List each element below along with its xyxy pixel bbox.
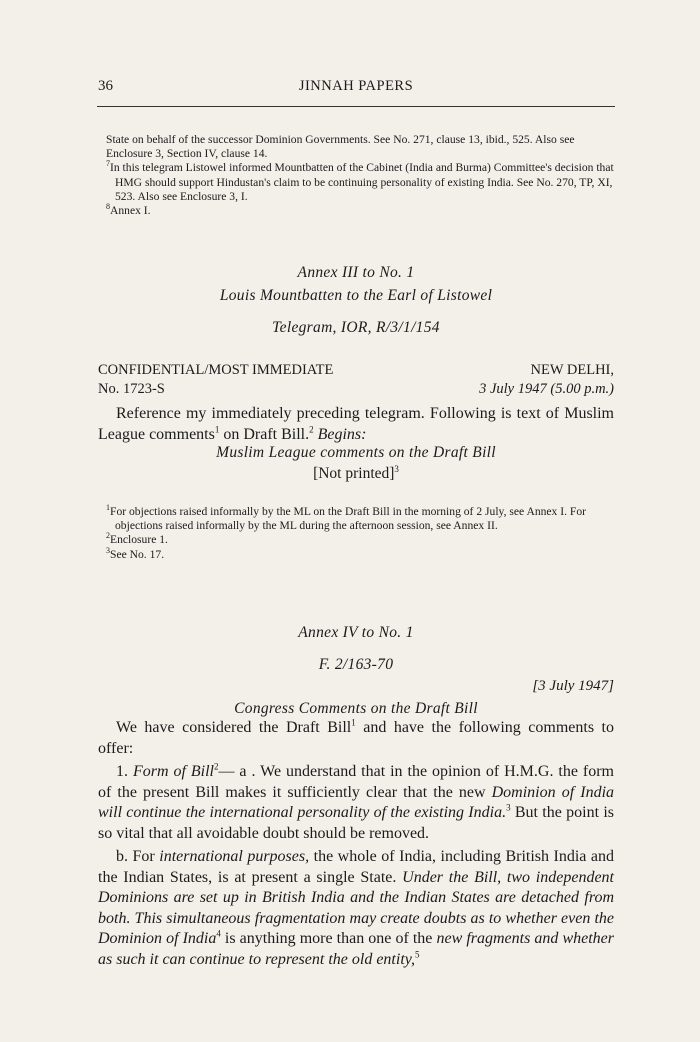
footnote-mark: 7	[106, 159, 110, 169]
footnote-continued: State on behalf of the successor Dominion Governments. See No. 271, clause 13, ibid., 525. Also see Enclosure 3, Section IV, clause 14.	[106, 133, 575, 161]
footnote-8	[106, 204, 614, 218]
annex4-title: Congress Comments on the Draft Bill	[234, 700, 478, 717]
footnote-text: Annex I.	[110, 204, 151, 218]
ref-mark: 1	[351, 717, 356, 728]
ref-mark: 4	[216, 928, 221, 939]
running-title: JINNAH PAPERS	[298, 78, 414, 94]
footnote-3	[106, 545, 614, 562]
annex4-body	[98, 718, 614, 970]
annex4-heading: Annex IV to No. 1	[298, 624, 414, 641]
ref-mark: 5	[414, 949, 420, 960]
top-footnotes	[106, 133, 614, 218]
telegram-number: No. 1723-S	[98, 381, 165, 397]
footnote-text: For objections raised informally by the ML on the Draft Bill in the morning of 2 July, see Annex I. For objections raised informally by the ML during the afternoon session, see Annex II.	[110, 505, 587, 533]
footnote-text: Enclosure 1.	[110, 533, 168, 547]
ref-mark: 2	[213, 761, 219, 772]
annex3-heading: Annex III to No. 1	[297, 264, 415, 281]
ref-mark: 3	[506, 802, 511, 813]
footnote-text: In this telegram Listowel informed Mountbatten of the Cabinet (India and Burma) Committee's decision that HMG should support Hindustan's claim to be continuing personality of existing India. See No. 270, TP, XI, 523. Also see Enclosure 3, I.	[110, 161, 614, 203]
footnote-text: See No. 17.	[110, 547, 165, 561]
paragraph-1: 1. Form of Bill$^2$— a . We understand that in the opinion of H.M.G. the form of the present Bill makes it sufficiently clear that the new Dominion of India will continue the international personality of the existing India.$^3$ But the point is so vital that all avoidable doubt should be removed.	[98, 761, 615, 842]
inner-title: Muslim League comments on the Draft Bill	[216, 444, 496, 461]
annex3-paragraph: Reference my immediately preceding telegram. Following is text of Muslim League comments$^1$ on Draft Bill.$^2$ Begins:	[98, 405, 614, 443]
footnote-mark: 1	[106, 503, 110, 513]
footnote-mark: 8	[106, 202, 110, 212]
footnote-7	[106, 161, 614, 204]
annex4-date: [3 July 1947]	[532, 678, 614, 694]
classification: CONFIDENTIAL/MOST IMMEDIATE	[98, 362, 334, 378]
ref-mark: 1	[214, 424, 220, 435]
ref-mark: 3	[394, 464, 399, 474]
annex3-footnotes	[106, 505, 614, 562]
not-printed-note: [Not printed]$^3$	[313, 464, 399, 483]
intro-paragraph: We have considered the Draft Bill$^1$ and have the following comments to offer:	[98, 717, 614, 757]
header-rule	[97, 106, 615, 107]
footnote-2	[106, 533, 614, 547]
footnote-mark: 3	[106, 545, 110, 555]
footnote-1	[106, 505, 614, 533]
running-head	[98, 78, 614, 104]
footnote-mark: 2	[106, 531, 110, 541]
page-number: 36	[98, 78, 113, 94]
place: NEW DELHI,	[530, 362, 614, 378]
telegram-date: 3 July 1947 (5.00 p.m.)	[479, 381, 614, 397]
annex3-subheading: Louis Mountbatten to the Earl of Listowel	[219, 287, 493, 304]
paragraph-2: b. For international purposes, the whole of India, including British India and the Indian States, is at present a single State. Under the Bill, two independent Dominions are set up in British India and the Indian States are detached from both. This simultaneous fragmentation may create doubts as to whether even the Dominion of India$^4$ is anything more than one of the new fragments and whether as such it can continue to represent the old entity,$^5$	[98, 848, 615, 968]
annex3-source: Telegram, IOR, R/3/1/154	[272, 319, 440, 336]
ref-mark: 2	[309, 424, 314, 435]
annex3-body	[98, 404, 614, 445]
annex4-source: F. 2/163-70	[318, 656, 394, 673]
